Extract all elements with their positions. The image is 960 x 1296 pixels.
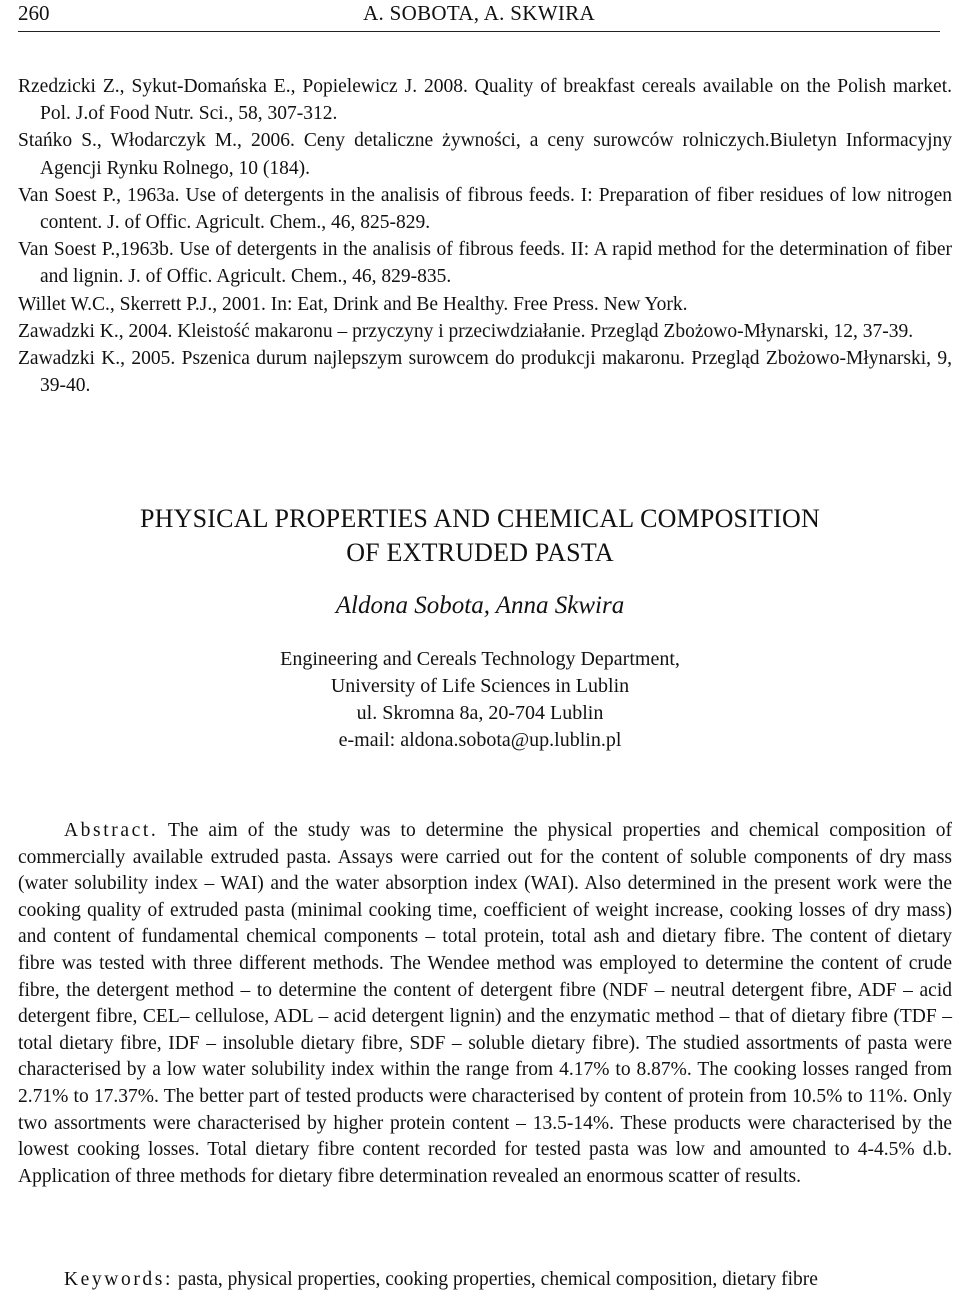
keywords-text: pasta, physical properties, cooking properties, chemical composition, dietary fibre xyxy=(177,1269,818,1290)
address: ul. Skromna 8a, 20-704 Lublin xyxy=(356,702,604,724)
reference-item: Van Soest P.,1963b. Use of detergents in the analisis of fibrous feeds. II: A rapid method for the determination of fiber and lignin. J. of Offic. Agricult. Chem., 46, 829-835. xyxy=(18,239,952,288)
reference-item: Rzedzicki Z., Sykut-Domańska E., Popielewicz J. 2008. Quality of breakfast cereals available on the Polish market. Pol. J.of Food Nutr. Sci., 58, 307-312. xyxy=(18,76,952,125)
affiliation-line: University of Life Sciences in Lublin xyxy=(330,675,630,697)
page-header xyxy=(18,0,940,32)
email: e-mail: aldona.sobota@up.lublin.pl xyxy=(338,729,622,751)
abstract-text: The aim of the study was to determine the physical properties and chemical composition of commercially available extruded pasta. Assays were carried out for the content of soluble components of dry mass (water solubility index – WAI) and the water absorption index (WAI). Also determined in the present work were the cooking quality of extruded pasta (minimal cooking time, coefficient of weight increase, cooking losses of dry mass) and content of fundamental chemical components – total protein, total ash and dietary fibre. The content of dietary fibre was tested with three different methods. The Wendee method was employed to determine the content of crude fibre, the detergent method – to determine the content of detergent fibre (NDF – neutral detergent fibre, ADF – acid detergent fibre, CEL– cellulose, ADL – acid detergent lignin) and the enzymatic method – that of dietary fibre (TDF – total dietary fibre, IDF – insoluble dietary fibre, SDF – soluble dietary fibre). The studied assortments of pasta were characterised by a low water solubility index within the range from 4.17% to 8.87%. The cooking losses ranged from 2.71% to 17.37%. The better part of tested products were characterised by content of protein from 10.5% to 11%. Only two assortments were characterised by higher protein content – 13.5-14%. These products were characterised by the lowest cooking losses. Total dietary fibre content recorded for tested pasta was low and amounted to 4-4.5% d.b. Application of three methods for dietary fibre determination revealed an enormous scatter of results. xyxy=(18,820,952,1187)
running-head: A. SOBOTA, A. SKWIRA xyxy=(363,1,595,25)
authors xyxy=(0,590,960,622)
reference-item: Zawadzki K., 2005. Pszenica durum najlepszym surowcem do produkcji makaronu. Przegląd Zbożowo-Młynarski, 9, 39-40. xyxy=(18,348,952,397)
article-title xyxy=(0,502,960,570)
title-line: PHYSICAL PROPERTIES AND CHEMICAL COMPOSITION xyxy=(140,504,820,533)
reference-item: Stańko S., Włodarczyk M., 2006. Ceny detaliczne żywności, a ceny surowców rolniczych.Biuletyn Informacyjny Agencji Rynku Rolnego, 10 (184). xyxy=(18,130,952,179)
keywords xyxy=(18,1267,952,1293)
keywords-label: Keywords: xyxy=(64,1269,173,1290)
reference-list xyxy=(18,73,952,399)
abstract-label: Abstract. xyxy=(64,820,159,841)
affiliation-block xyxy=(0,646,960,754)
title-line: OF EXTRUDED PASTA xyxy=(346,538,614,567)
reference-item: Van Soest P., 1963a. Use of detergents in the analisis of fibrous feeds. I: Preparation of fiber residues of low nitrogen content. J. of Offic. Agricult. Chem., 46, 825-829. xyxy=(18,184,952,234)
author-names: Aldona Sobota, Anna Skwira xyxy=(335,592,625,619)
abstract xyxy=(18,818,952,1190)
reference-item: Zawadzki K., 2004. Kleistość makaronu – przyczyny i przeciwdziałanie. Przegląd Zbożowo-Młynarski, 12, 37-39. xyxy=(18,320,914,342)
reference-item: Willet W.C., Skerrett P.J., 2001. In: Eat, Drink and Be Healthy. Free Press. New York. xyxy=(18,293,688,315)
affiliation-line: Engineering and Cereals Technology Department, xyxy=(280,648,680,670)
page-number: 260 xyxy=(18,1,50,25)
